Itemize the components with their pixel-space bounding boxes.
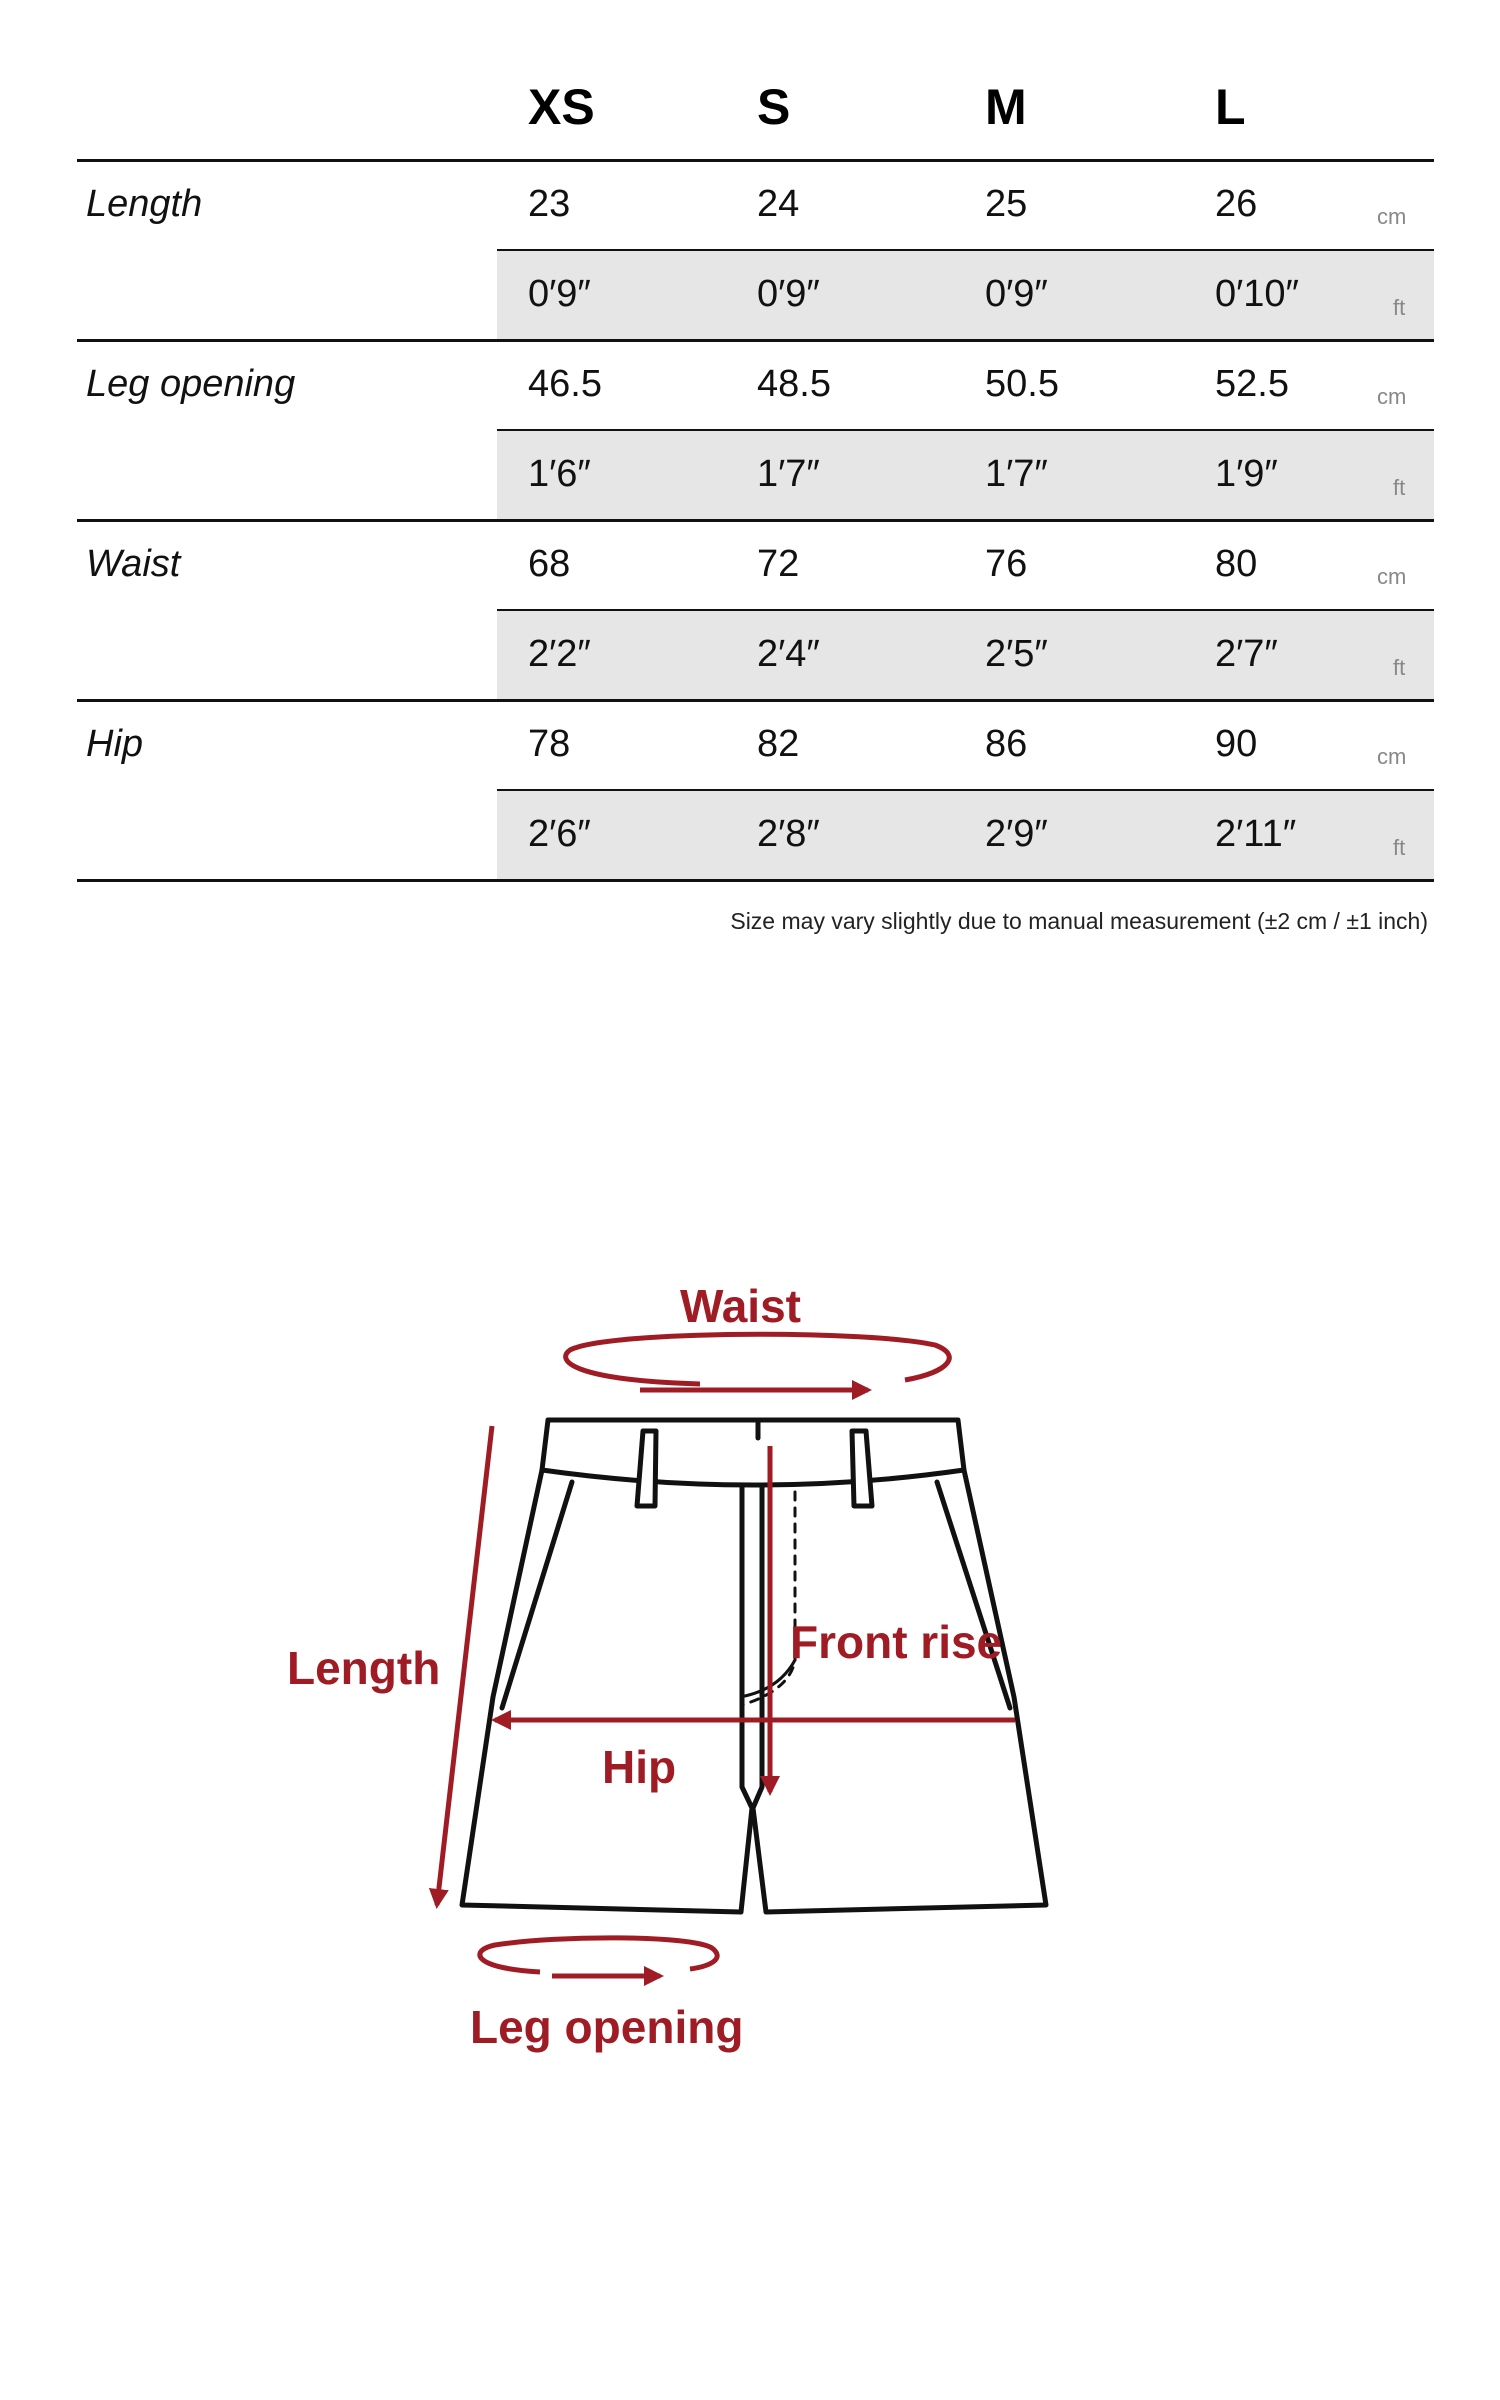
label-hip: Hip bbox=[602, 1741, 677, 1793]
label-length: Length bbox=[287, 1642, 441, 1694]
cell-hip-m-ft: 2′9″ bbox=[985, 813, 1048, 855]
unit-cm: cm bbox=[1377, 384, 1407, 409]
cell-hip-m-cm: 86 bbox=[985, 723, 1028, 765]
row-label-waist: Waist bbox=[86, 543, 181, 585]
cell-length-s-ft: 0′9″ bbox=[757, 273, 820, 315]
unit-ft: ft bbox=[1393, 475, 1406, 500]
cell-length-xs-ft: 0′9″ bbox=[528, 273, 591, 315]
cell-waist-m-ft: 2′5″ bbox=[985, 633, 1048, 675]
cell-leg-xs-cm: 46.5 bbox=[528, 363, 602, 405]
cell-length-l-ft: 0′10″ bbox=[1215, 273, 1299, 315]
cell-leg-m-cm: 50.5 bbox=[985, 363, 1059, 405]
cell-hip-l-ft: 2′11″ bbox=[1215, 813, 1297, 855]
cell-hip-l-cm: 90 bbox=[1215, 723, 1258, 765]
cell-waist-s-cm: 72 bbox=[757, 543, 800, 585]
unit-cm: cm bbox=[1377, 204, 1407, 229]
cell-leg-l-cm: 52.5 bbox=[1215, 363, 1289, 405]
label-waist: Waist bbox=[680, 1280, 801, 1332]
row-label-hip: Hip bbox=[86, 723, 144, 765]
cell-hip-s-cm: 82 bbox=[757, 723, 800, 765]
ft-row-band bbox=[497, 431, 1434, 521]
cell-length-m-cm: 25 bbox=[985, 183, 1028, 225]
section-rule bbox=[77, 339, 1434, 342]
header-rule bbox=[77, 159, 1434, 162]
size-header-xs: XS bbox=[528, 79, 595, 135]
unit-ft: ft bbox=[1393, 835, 1406, 860]
section-rule bbox=[77, 519, 1434, 522]
cell-waist-l-cm: 80 bbox=[1215, 543, 1258, 585]
row-label-length: Length bbox=[86, 183, 203, 225]
cell-hip-s-ft: 2′8″ bbox=[757, 813, 820, 855]
section-rule bbox=[77, 699, 1434, 702]
label-front-rise: Front rise bbox=[790, 1616, 1003, 1668]
cell-leg-l-ft: 1′9″ bbox=[1215, 453, 1278, 495]
ft-row-band bbox=[497, 611, 1434, 701]
cell-leg-m-ft: 1′7″ bbox=[985, 453, 1048, 495]
cell-length-m-ft: 0′9″ bbox=[985, 273, 1048, 315]
cell-leg-xs-ft: 1′6″ bbox=[528, 453, 591, 495]
label-leg-opening: Leg opening bbox=[470, 2001, 744, 2053]
cell-length-s-cm: 24 bbox=[757, 183, 800, 225]
measurement-note: Size may vary slightly due to manual measurement (±2 cm / ±1 inch) bbox=[730, 908, 1428, 934]
bottom-rule bbox=[77, 879, 1434, 882]
size-chart-table bbox=[0, 0, 1500, 960]
cell-waist-xs-cm: 68 bbox=[528, 543, 571, 585]
cell-leg-s-cm: 48.5 bbox=[757, 363, 831, 405]
size-header-l: L bbox=[1215, 79, 1246, 135]
cell-hip-xs-ft: 2′6″ bbox=[528, 813, 591, 855]
unit-ft: ft bbox=[1393, 655, 1406, 680]
waist-loop-arrow bbox=[566, 1334, 950, 1384]
cell-waist-s-ft: 2′4″ bbox=[757, 633, 820, 675]
unit-cm: cm bbox=[1377, 744, 1407, 769]
size-header-s: S bbox=[757, 79, 791, 135]
row-label-leg-opening: Leg opening bbox=[86, 363, 296, 405]
cell-hip-xs-cm: 78 bbox=[528, 723, 571, 765]
cell-waist-m-cm: 76 bbox=[985, 543, 1028, 585]
cell-waist-xs-ft: 2′2″ bbox=[528, 633, 591, 675]
size-header-m: M bbox=[985, 79, 1027, 135]
cell-length-l-cm: 26 bbox=[1215, 183, 1258, 225]
shorts-measurement-diagram bbox=[0, 1200, 1500, 2100]
cell-length-xs-cm: 23 bbox=[528, 183, 571, 225]
unit-cm: cm bbox=[1377, 564, 1407, 589]
cell-waist-l-ft: 2′7″ bbox=[1215, 633, 1278, 675]
cell-leg-s-ft: 1′7″ bbox=[757, 453, 820, 495]
leg-loop-arrow bbox=[480, 1938, 717, 1972]
length-arrow bbox=[437, 1426, 492, 1905]
unit-ft: ft bbox=[1393, 295, 1406, 320]
